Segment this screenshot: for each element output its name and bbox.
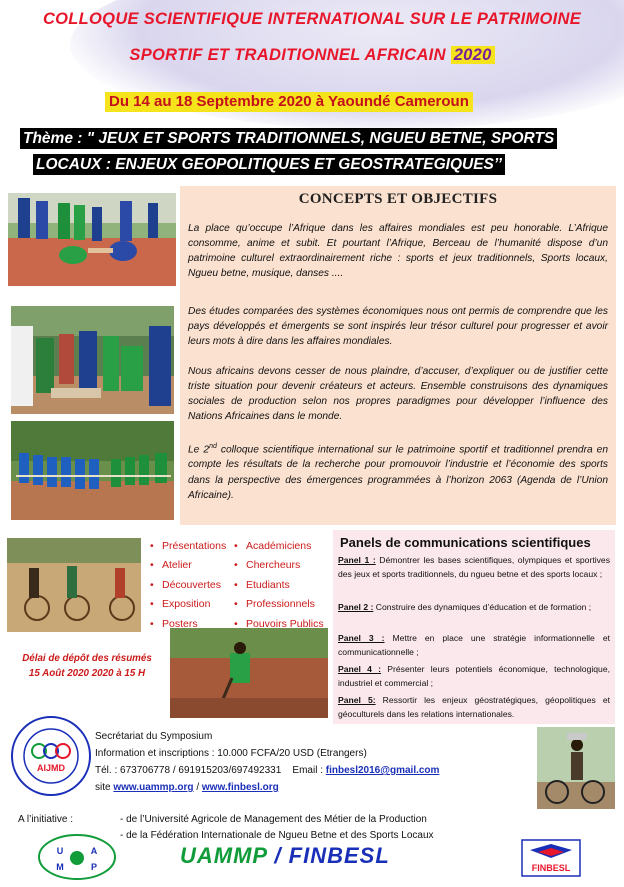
contact-line xyxy=(95,765,439,776)
concepts-paragraph-2: Des études comparées des systèmes économiques nous ont permis de comprendre que les pays développés et émergents se sont inspirés leur trésor culturel pour progresser et avoir leurs mots à dire dans les affaires mondiales. xyxy=(188,306,608,348)
website-link-uammp[interactable]: www.uammp.org xyxy=(113,782,194,793)
format-item: • Découvertes xyxy=(150,576,226,595)
concepts-paragraph-1: La place qu’occupe l’Afrique dans les affaires mondiales est peu honorable. L’Afrique consomme, anime et subit. Et pourtant l’Afrique, Berceau de l’humanité dispose d’un patrimoine culturel extraordinairement riche : sports et jeux traditionnels, Sports locaux, Ngueu betne, musique, danses .... xyxy=(188,223,608,280)
aijmd-logo-text: AIJMD xyxy=(36,763,66,773)
brand-finbesl: FINBESL xyxy=(288,843,390,868)
registration-info: Information et inscriptions : 10.000 FCFA/20 USD (Etrangers) xyxy=(95,748,367,759)
email-label: Email : xyxy=(292,765,326,776)
site-separator: / xyxy=(193,782,202,793)
format-item: • Posters xyxy=(150,615,226,634)
event-dates: Du 14 au 18 Septembre 2020 à Yaoundé Cameroun xyxy=(105,92,473,112)
panel-item-1 xyxy=(338,554,610,581)
uammp-logo-letter: P xyxy=(90,862,98,872)
uammp-logo-letter: M xyxy=(56,862,64,872)
photo-field-work xyxy=(170,628,328,718)
poster-title-line1: COLLOQUE SCIENTIFIQUE INTERNATIONAL SUR LE PATRIMOINE xyxy=(42,10,582,28)
abstract-deadline xyxy=(12,651,162,681)
panel-text: Présenter leurs potentiels économique, technologique, industriel et commercial ; xyxy=(338,664,610,688)
panel-text: Ressortir les enjeux géostratégiques, géopolitiques et géoculturels dans les relations internationales. xyxy=(338,695,610,719)
audience-item: • Professionnels xyxy=(234,595,324,614)
panel-item-4 xyxy=(338,663,610,690)
concepts-paragraph-3: Nous africains devons cesser de nous plaindre, d’accuser, d’expliquer ou de justifier cette triste situation pour devenir créateurs et acteurs. Ensemble construisons des dynamiques sociales de production selon nos propres paradigmes pour développer l’influence des Nations Africaines dans le monde. xyxy=(188,366,608,423)
panel-item-2 xyxy=(338,601,610,615)
site-label: site xyxy=(95,782,114,793)
audience-item: • Pouvoirs Publics xyxy=(234,615,324,634)
photo-tug-of-war xyxy=(11,421,174,520)
website-line xyxy=(95,782,279,793)
theme-line2: LOCAUX : ENJEUX GEOPOLITIQUES ET GEOSTRATEGIQUES’’ xyxy=(33,154,505,175)
aijmd-logo xyxy=(10,715,92,797)
concepts-section xyxy=(180,186,616,525)
panel-label: Panel 1 : xyxy=(338,555,376,565)
footer-brand xyxy=(180,843,390,869)
poster-title-line2 xyxy=(0,46,624,65)
initiative-label: A l’initiative : xyxy=(18,814,74,825)
audience-item: • Académiciens xyxy=(234,537,324,556)
panel-label: Panel 2 : xyxy=(338,602,374,612)
photo-players-crowd xyxy=(11,306,174,414)
poster-title-year: 2020 xyxy=(451,46,495,64)
deadline-line2: 15 Août 2020 2020 à 15 H xyxy=(28,668,146,679)
concepts-paragraph-4 xyxy=(188,439,608,503)
panel-item-5 xyxy=(338,694,610,721)
deadline-line1: Délai de dépôt des résumés xyxy=(22,653,152,664)
uammp-logo xyxy=(36,832,118,882)
panel-label: Panel 3 : xyxy=(338,633,385,643)
panel-text: Construire des dynamiques d’éducation et de formation ; xyxy=(373,602,592,612)
finbesl-logo-text: FINBESL xyxy=(531,863,571,873)
panel-text: Mettre en place une stratégie informationnelle et communicationnelle ; xyxy=(338,633,610,657)
uammp-logo-letter: U xyxy=(56,846,64,856)
theme-line1: Thème : " JEUX ET SPORTS TRADITIONNELS, NGUEU BETNE, SPORTS xyxy=(20,128,557,149)
photo-tug-game xyxy=(8,193,176,286)
format-item: • Exposition xyxy=(150,595,226,614)
photo-cyclist xyxy=(537,727,615,809)
initiative-line2: - de la Fédération Internationale de Ngueu Betne et des Sports Locaux xyxy=(120,830,434,841)
format-item: • Atelier xyxy=(150,556,226,575)
concepts-p4-sup: nd xyxy=(209,443,217,450)
uammp-logo-letter: A xyxy=(90,846,98,856)
website-link-finbesl[interactable]: www.finbesl.org xyxy=(201,782,279,793)
panel-text: Démontrer les bases scientifiques, olympiques et sportives des jeux et sports traditionnels, du ngueu betne et des sports locaux ; xyxy=(338,555,610,579)
finbesl-logo xyxy=(520,838,582,878)
panel-label: Panel 5: xyxy=(338,695,376,705)
email-link[interactable]: finbesl2016@gmail.com xyxy=(325,765,440,776)
audience-list xyxy=(234,537,324,634)
panels-section xyxy=(333,530,615,724)
brand-separator: / xyxy=(274,843,282,868)
panels-heading: Panels de communications scientifiques xyxy=(340,535,591,550)
audience-item: • Chercheurs xyxy=(234,556,324,575)
format-list xyxy=(150,537,226,634)
initiative-line1: - de l’Université Agricole de Management des Métier de la Production xyxy=(120,814,427,825)
secretariat-title: Secrétariat du Symposium xyxy=(95,731,213,742)
photo-hoop-game xyxy=(7,538,141,632)
phone-numbers: Tél. : 673706778 / 691915203/697492331 xyxy=(95,765,282,776)
poster-title-text: SPORTIF ET TRADITIONNEL AFRICAIN xyxy=(129,46,446,64)
audience-item: • Etudiants xyxy=(234,576,324,595)
format-item: • Présentations xyxy=(150,537,226,556)
brand-uammp: UAMMP xyxy=(180,843,268,868)
panel-label: Panel 4 : xyxy=(338,664,382,674)
concepts-heading: CONCEPTS ET OBJECTIFS xyxy=(298,191,498,207)
concepts-p4-start: Le 2 xyxy=(188,444,210,456)
concepts-p4-rest: colloque scientifique international sur le patrimoine sportif et traditionnel prendra en compte les résultats de la recherche pour promouvoir l’industrie et l’économie des sports dans la perspective des émergences programmées à l’horizon 2063 (Agenda de l’Union Africaine). xyxy=(188,444,609,501)
panel-item-3 xyxy=(338,632,610,659)
